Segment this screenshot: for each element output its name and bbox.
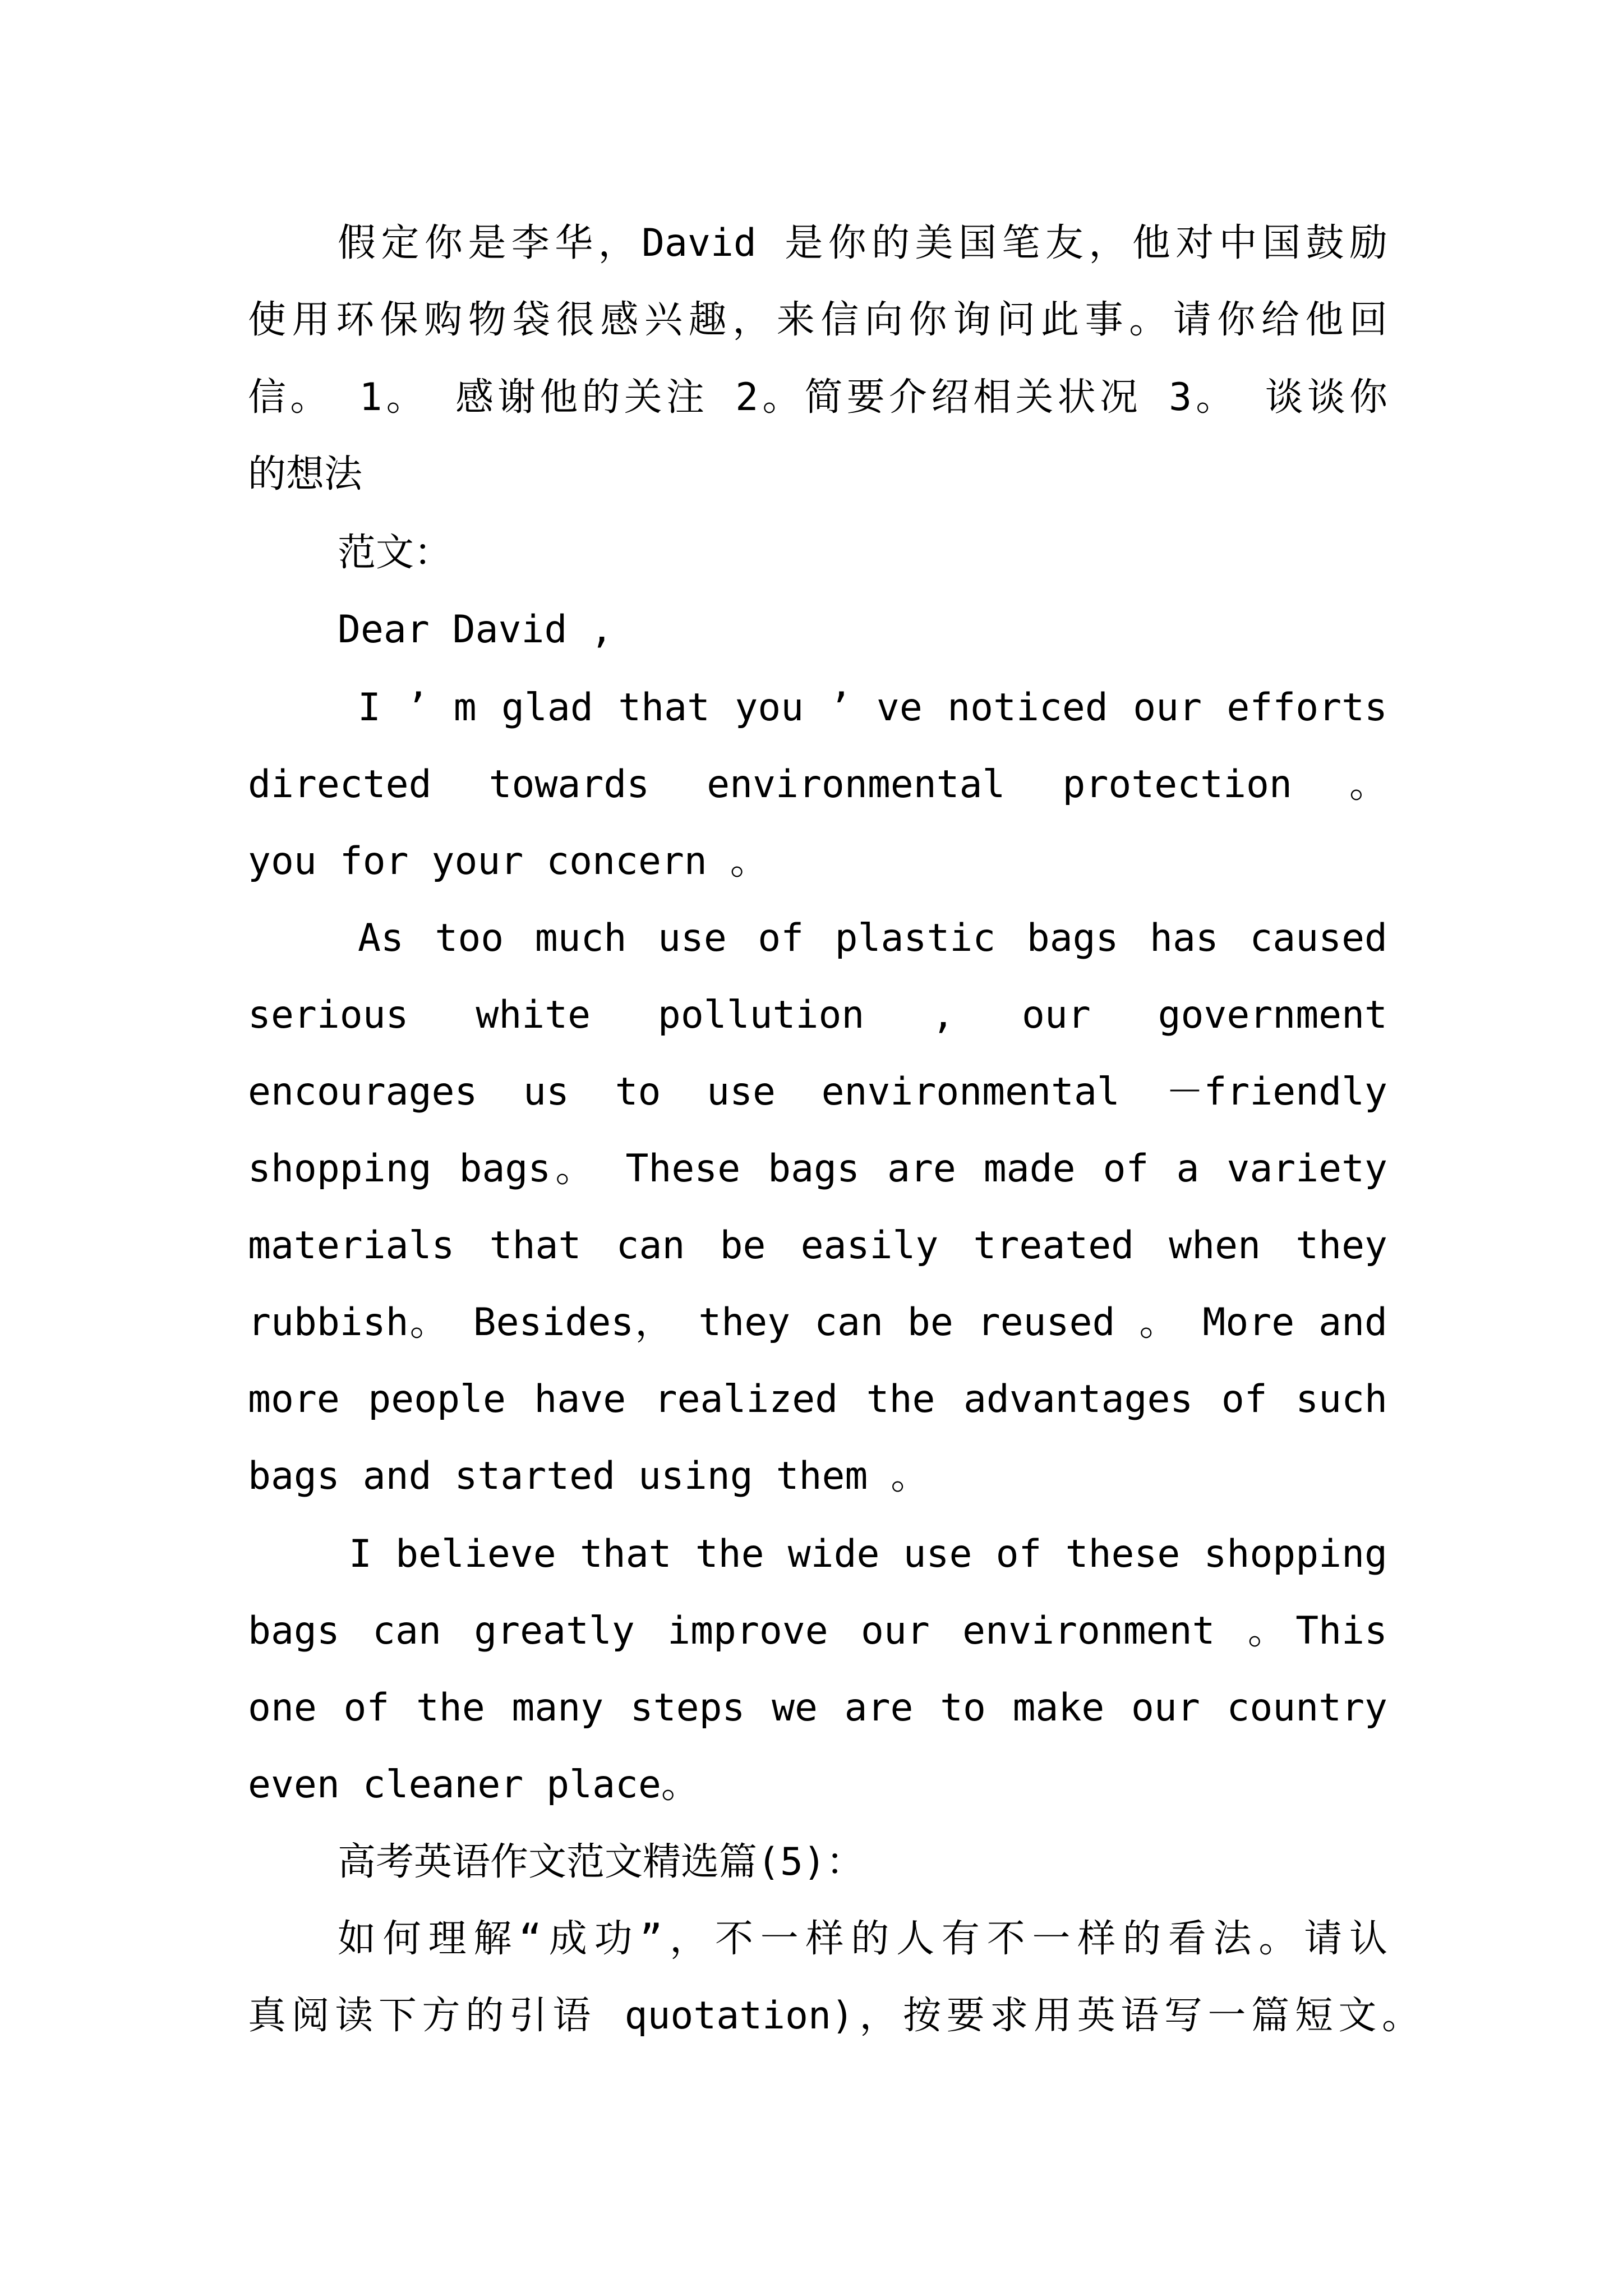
- letter-line: I ’ m glad that you ’ ve noticed our efforts: [358, 685, 1387, 730]
- prompt-line: 假定你是李华，David 是你的美国笔友，他对中国鼓励: [338, 221, 1387, 265]
- letter-line: rubbish。 Besides， they can be reused 。 More and: [248, 1300, 1387, 1345]
- letter-line: one of the many steps we are to make our country: [248, 1686, 1387, 1730]
- prompt-line: 信。 1。 感谢他的关注 2。简要介绍相关状况 3。 谈谈你: [248, 375, 1387, 420]
- letter-line: bags can greatly improve our environment 。This: [248, 1609, 1387, 1653]
- letter-line: serious white pollution , our government: [248, 993, 1387, 1037]
- letter-line: more people have realized the advantages of such: [248, 1377, 1387, 1421]
- letter-line: shopping bags。 These bags are made of a variety: [248, 1147, 1387, 1191]
- letter-line: you for your concern 。: [248, 839, 768, 884]
- letter-line: even cleaner place。: [248, 1763, 699, 1807]
- letter-line: directed towards environmental protection 。: [248, 762, 1387, 807]
- letter-line: bags and started using them 。: [248, 1454, 929, 1498]
- letter-line: I believe that the wide use of these shopping: [349, 1532, 1387, 1576]
- letter-salutation: Dear David ,: [338, 608, 614, 652]
- prompt-line: 的想法: [248, 452, 363, 496]
- section-heading: 高考英语作文范文精选篇(5)：: [338, 1840, 864, 1884]
- letter-line: materials that can be easily treated when they: [248, 1223, 1387, 1268]
- sample-heading: 范文：: [338, 531, 453, 575]
- prompt-line: 真阅读下方的引语 quotation)，按要求用英语写一篇短文。: [248, 1994, 1420, 2038]
- prompt-line: 如何理解“成功”，不一样的人有不一样的看法。请认: [338, 1917, 1387, 1961]
- prompt-line: 使用环保购物袋很感兴趣，来信向你询问此事。请你给他回: [248, 298, 1387, 342]
- letter-line: encourages us to use environmental －friendly: [248, 1070, 1387, 1114]
- letter-line: As too much use of plastic bags has caused: [358, 916, 1387, 960]
